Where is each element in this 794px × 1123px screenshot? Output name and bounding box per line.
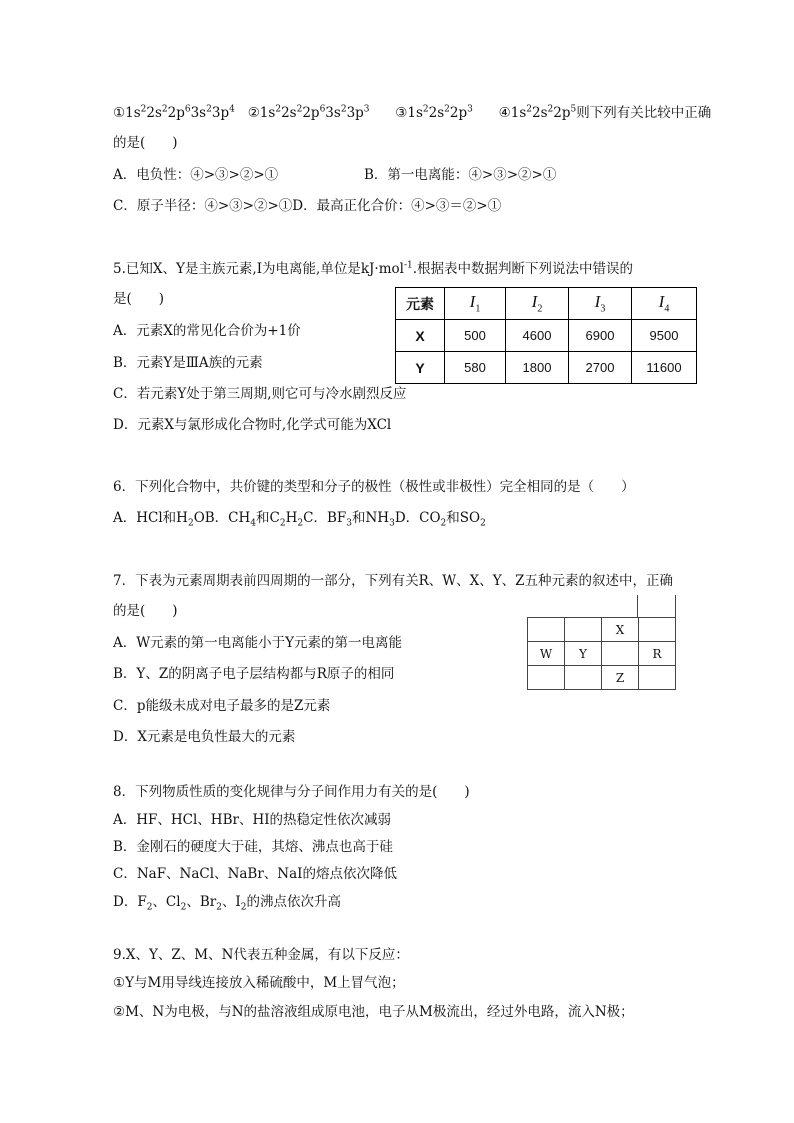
table-cell	[528, 618, 565, 642]
table-header-i3: $I_3$	[569, 288, 632, 320]
q4-option-a: A．电负性：④>③>②>①	[113, 167, 279, 183]
table-cell: 11600	[632, 352, 697, 384]
q7-option-c: C．p能级未成对电子最多的是Z元素	[113, 698, 331, 714]
table-cell	[565, 666, 602, 690]
periodic-table-fragment	[527, 617, 676, 690]
table-row	[396, 320, 697, 352]
q6-stem: 6．下列化合物中，共价键的类型和分子的极性（极性或非极性）完全相同的是（ ）	[113, 479, 635, 495]
q7-option-a: A．W元素的第一电离能小于Y元素的第一电离能	[113, 635, 403, 651]
table-cell	[639, 618, 676, 642]
table-cell: 580	[445, 352, 506, 384]
q7-stem: 7．下表为元素周期表前四周期的一部分，下列有关R、W、X、Y、Z五种元素的叙述中，正确	[113, 573, 674, 589]
table-row	[528, 666, 676, 690]
element-w-cell: W	[528, 642, 565, 666]
table-cell: 500	[445, 320, 506, 352]
q8-option-a: A．HF、HCl、HBr、HI的热稳定性依次减弱	[113, 812, 392, 828]
table-header-i4: $I_4$	[632, 288, 697, 320]
element-x-cell: X	[602, 618, 639, 642]
table-header-i2: $I_2$	[506, 288, 569, 320]
table-cell	[565, 618, 602, 642]
q4-option-b: B．第一电离能：④>③>②>①	[364, 167, 557, 183]
q5-stem: 5.已知X、Y是主族元素,I为电离能,单位是kJ·mol$^{-1}$.根据表中数据判断下列说法中错误的	[113, 260, 634, 277]
q8-stem: 8．下列物质性质的变化规律与分子间作用力有关的是( )	[113, 784, 470, 800]
table-row	[528, 618, 676, 642]
periodic-table-top-column	[637, 595, 676, 617]
q8-option-c: C．NaF、NaCl、NaBr、NaI的熔点依次降低	[113, 866, 397, 882]
table-header-i1: $I_1$	[445, 288, 506, 320]
table-cell	[639, 666, 676, 690]
table-header-row	[396, 288, 697, 320]
q7-option-b: B．Y、Z的阴离子电子层结构都与R原子的相同	[113, 666, 395, 682]
q5-option-a: A．元素X的常见化合价为+1价	[113, 323, 301, 339]
table-row	[528, 642, 676, 666]
q8-option-b: B．金刚石的硬度大于硅，其熔、沸点也高于硅	[113, 839, 393, 855]
q5-stem-end: 是( )	[113, 291, 165, 307]
table-row	[396, 352, 697, 384]
element-z-cell: Z	[602, 666, 639, 690]
table-cell: Y	[396, 352, 445, 384]
q4-option-c-d: C．原子半径：④>③>②>①D．最高正化合价：④>③＝②>①	[113, 198, 502, 214]
table-cell: 1800	[506, 352, 569, 384]
table-cell: 2700	[569, 352, 632, 384]
q4-configurations-line: $①1s^22s^22p^63s^23p^4$ $②1s^22s^22p^63s^23p^3$ $③1s^22s^22p^3$ $④1s^22s^22p^5$则下列有关比较中正确	[113, 104, 712, 121]
table-cell: 4600	[506, 320, 569, 352]
q6-options: A．HCl和$H_2OB$．$CH_4$和$C_2H_2C$．$BF_3$和$NH_3D$．$CO_2$和$SO_2$	[113, 510, 486, 529]
table-cell: X	[396, 320, 445, 352]
table-cell: 9500	[632, 320, 697, 352]
q7-option-d: D．X元素是电负性最大的元素	[113, 729, 296, 745]
table-header-element: 元素	[396, 288, 445, 320]
q4-stem-end: 的是( )	[113, 135, 178, 151]
ionization-energy-table	[395, 287, 697, 384]
q5-option-c: C．若元素Y处于第三周期,则它可与冷水剧烈反应	[113, 386, 407, 402]
q9-item-2: ②M、N为电极，与N的盐溶液组成原电池，电子从M极流出，经过外电路，流入N极；	[113, 1004, 634, 1020]
table-cell	[528, 666, 565, 690]
q5-option-b: B．元素Y是ⅢA族的元素	[113, 355, 263, 371]
table-cell	[602, 642, 639, 666]
q9-item-1: ①Y与M用导线连接放入稀硫酸中，M上冒气泡；	[113, 975, 405, 991]
q5-option-d: D．元素X与氯形成化合物时,化学式可能为XCl	[113, 417, 392, 433]
element-r-cell: R	[639, 642, 676, 666]
q8-option-d: D．$F_2$、$Cl_2$、$Br_2$、$I_2$的沸点依次升高	[113, 894, 342, 913]
table-cell: 6900	[569, 320, 632, 352]
q9-stem: 9.X、Y、Z、M、N代表五种金属，有以下反应：	[113, 947, 409, 963]
q7-stem-end: 的是( )	[113, 603, 178, 619]
element-y-cell: Y	[565, 642, 602, 666]
